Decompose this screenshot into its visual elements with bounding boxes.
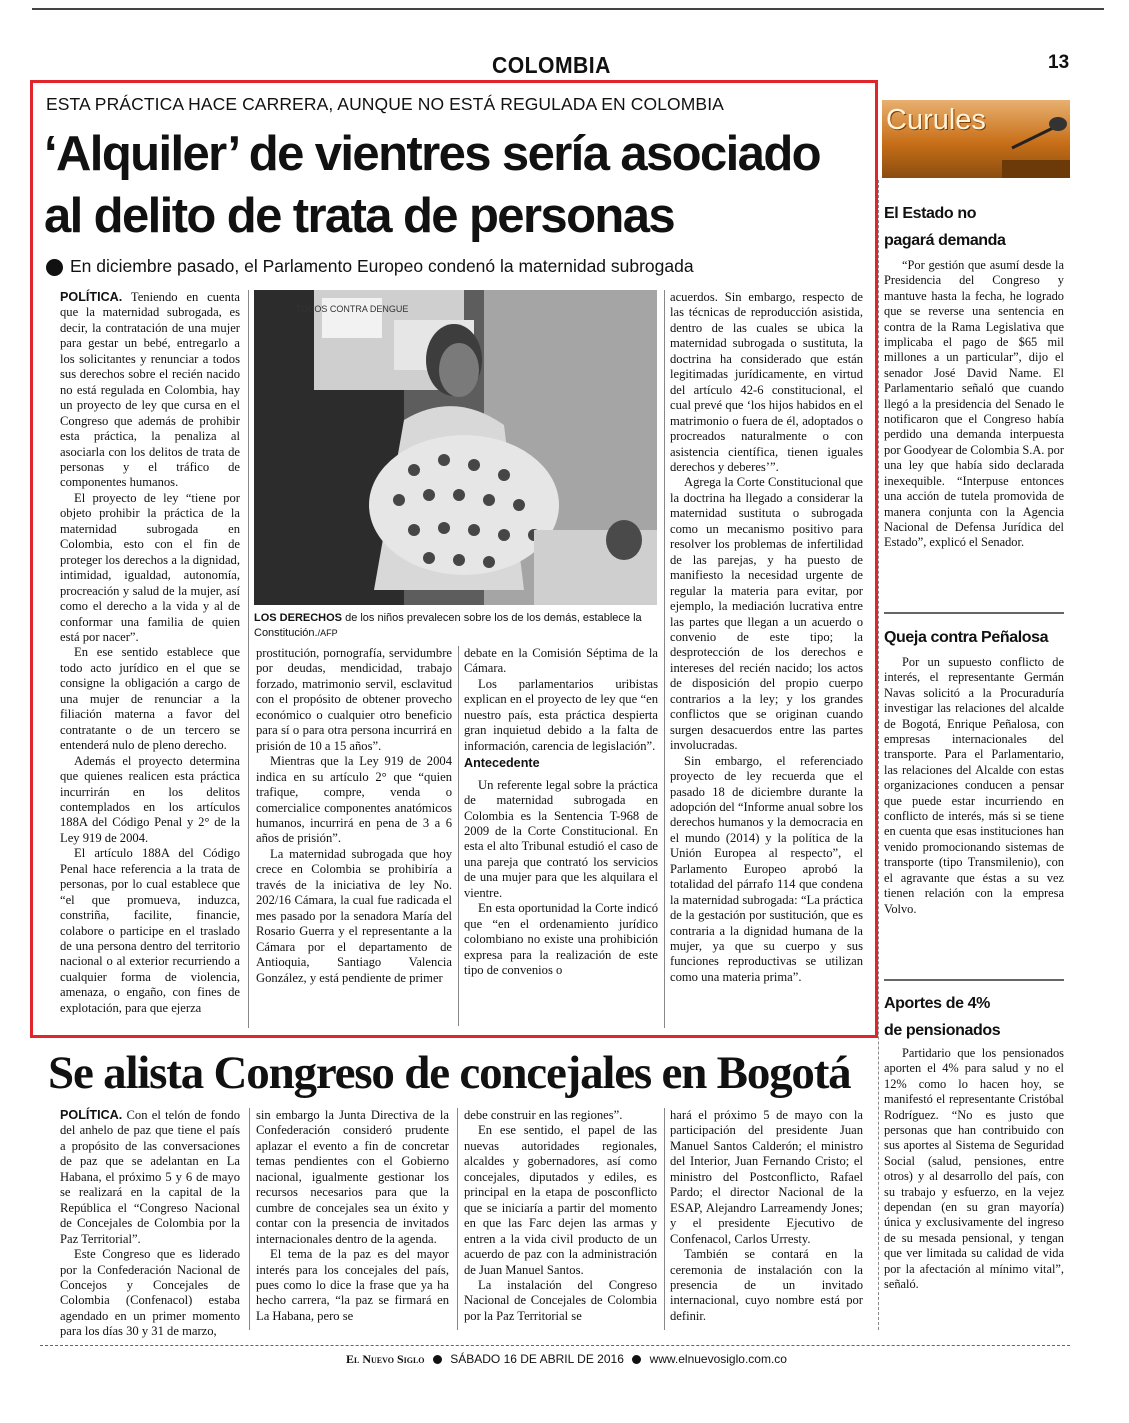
paragraph: Sin embargo, el referenciado proyecto de ley recuerda que el pasado 18 de diciembre durante la adopción del “Informe anual sobre los derechos humanos y la democracia en el mundo (2014) y la política de la Unión Europea al respecto”, el Parlamento Europeo aprobó la totalidad del párrafo 114 que condena la maternidad subrogada: “La práctica de la gestación por sustitución, que es contraria a la dignidad humana de la mujer, ya que su cuerpo y sus funciones reproductivas se utilizan como una materia prima”.: [670, 753, 863, 984]
paragraph: También se contará en la ceremonia de instalación con la presencia de un invitado internacional, cuyo nombre está por definir.: [670, 1247, 863, 1323]
page-number: 13: [1048, 52, 1070, 73]
paragraph: En ese sentido, el papel de las nuevas autoridades regionales, alcaldes y gobernadores, así como concejales, diputados y ediles, es principal en la etapa de posconflicto que se iniciaría a partir del momento en que las Farc dejen las armas y entren a la vida civil producto de un acuerdo de paz con la administración de Juan Manuel Santos.: [464, 1123, 657, 1277]
article-headline-line1: ‘Alquiler’ de vientres sería asociado: [44, 127, 820, 181]
footer-bullet-icon: [433, 1355, 442, 1364]
subhead: Antecedente: [464, 756, 540, 771]
paragraph: Este Congreso que es liderado por la Confederación Nacional de Concejos y Concejales de Colombia (Confenacol) estaba agendado en un primer momento para los días 30 y 31 de marzo,: [60, 1247, 240, 1339]
article-kicker: ESTA PRÁCTICA HACE CARRERA, AUNQUE NO ESTÁ REGULADA EN COLOMBIA: [46, 94, 724, 114]
paragraph: hará el próximo 5 de mayo con la participación del presidente Juan Manuel Santos Calderón; el ministro del Interior, Juan Fernando Cristo; el ministro del Postconflicto, Rafael Pardo; el director Nacional de la ESAP, Alejandro Larreamendy Jones; y el presidente Ejecutivo de Confenacol, Carlos Urresty.: [670, 1108, 863, 1246]
poster-text: TODOS CONTRA DENGUE: [295, 304, 409, 314]
paragraph: La instalación del Congreso Nacional de Concejales de Colombia por la Paz Territorial se: [464, 1277, 657, 1323]
sidebar-item-body: Partidario que los pensionados aporten el 4% para salud y no el 12% como lo hacen hoy, se manifestó el representante Cristóbal Rodríguez. “No es justo que personas que han contribuido con sus aportes al Sistema de Seguridad Social (salud, pensiones, entre otros) y al desarrollo del país, con su trabajo y esfuerzo, en la vejez dependan (en su gran mayoría) única y exclusivamente del ingreso de su mesada pensional, y tengan que ver limitada su calidad de vida por la afectación al mínimo vital”, señaló.: [884, 1046, 1064, 1292]
paragraph: debe construir en las regiones”.: [464, 1108, 623, 1122]
article-headline-line2: al delito de trata de personas: [44, 189, 675, 243]
article1-column2: [256, 646, 452, 1026]
article2-column3: [464, 1108, 657, 1330]
footer-date: SÁBADO 16 DE ABRIL DE 2016: [450, 1352, 624, 1366]
sidebar-item-title: pagará demanda: [884, 232, 1006, 249]
paragraph: En esta oportunidad la Corte indicó que “en el ordenamiento jurídico colombiano no existe una prohibición expresa para la realización de este tipo de convenios o: [464, 901, 658, 978]
section-title: COLOMBIA: [492, 52, 611, 78]
article2-column4: [670, 1108, 863, 1330]
article1-column3: [464, 646, 658, 1026]
paragraph: Los parlamentarios uribistas explican en el proyecto de ley que “en nuestro país, esta práctica despierta gran inquietud debido a la falta de información, carencia de legislación”.: [464, 676, 658, 753]
column-divider: [249, 1108, 250, 1330]
paragraph: La maternidad subrogada que hoy crece en Colombia se prohibiría a través de la iniciativa de ley No. 202/16 Cámara, la cual fue radicada el mes pasado por la senadora María del Rosario Guerra y el representante a la Cámara por el departamento de Antioquia, Santiago Valencia González, y está pendiente de primer: [256, 846, 452, 985]
column-divider: [457, 1108, 458, 1330]
article1-column4: [670, 290, 863, 1028]
bullet-icon: [46, 259, 63, 276]
column-divider: [664, 290, 665, 1028]
paragraph: El tema de la paz es del mayor interés para los concejales del país, pues como lo dice la frase que ya ha hecho carrera, “la paz se firmará en La Habana, pero se: [256, 1247, 449, 1323]
sidebar-item-title: Queja contra Peñalosa: [884, 629, 1049, 646]
sidebar-divider: [878, 180, 879, 1330]
footer-website[interactable]: www.elnuevosiglo.com.co: [649, 1352, 787, 1366]
paragraph: Además el proyecto determina que quienes realicen esta práctica incurrirán en los delitos contemplados en los artículos 188A del Código Penal y 2° de la Ley 919 de 2004.: [60, 753, 240, 845]
article2-column1: POLÍTICA. Con el telón de fondo del anhelo de paz que tiene el país a propósito de las conversaciones de paz que se adelantan en La Habana, el próximo 5 y 6 de mayo se realizará en la capital de la República el “Congreso Nacional de Concejales de Colombia por la Paz Territorial”. Este Congreso que es liderado por la Confederación Nacional de Concejos y Concejales de Colombia (Confenacol) estaba agendado en un primer momento para los días 30 y 31 de marzo,: [60, 1108, 240, 1339]
paragraph: debate en la Comisión Séptima de la Cámara.: [464, 646, 658, 676]
photo-credit: /AFP: [317, 628, 338, 638]
column-divider: [248, 290, 249, 1028]
sidebar-rule: [884, 612, 1064, 614]
dateline: POLÍTICA.: [60, 290, 123, 304]
footer-bullet-icon: [632, 1355, 641, 1364]
paragraph: Mientras que la Ley 919 de 2004 indica en su artículo 2° que “quien trafique, compre, venda o comercialice componentes anatómicos humanos, incurrirá en pena de 3 a 6 años de prisión”.: [256, 754, 452, 846]
paragraph: El proyecto de ley “tiene por objeto prohibir la práctica de la maternidad subrogada en Colombia, esto con el fin de proteger los derechos a la dignidad, intimidad, igualdad, autonomía, procreación y salud de la mujer, así como el derecho a la vida y al de conformar una familia de quien está por nacer”.: [60, 490, 240, 644]
caption-lead: LOS DERECHOS: [254, 612, 343, 624]
dateline: POLÍTICA.: [60, 1108, 123, 1122]
top-rule: [32, 8, 1104, 10]
article2-column2: [256, 1108, 449, 1330]
sidebar-item-body: “Por gestión que asumí desde la Presidencia del Congreso y mantuve hasta la fecha, he logrado que se reverse una sentencia en contra de la Rama Legislativa que implicaba el pago de $65 mil millones a un particular”, dijo el senador José David Name. El Parlamentario señaló que cuando llegó a la presidencia del Senado le notificaron que el Congreso había perdido una demanda interpuesta por Goodyear de Colombia S.A. por una ley que había sido declarada inexequible. “Interpuse entonces una acción de tutela promovida de manera conjunta con la Agencia Nacional de Defensa Jurídica del Estado”, explicó el Senador.: [884, 258, 1064, 550]
sidebar-item-2: [884, 624, 1064, 917]
paragraph: En ese sentido establece que todo acto jurídico en el que se consigne la obligación a cargo de una mujer de renunciar a la filiación materna a favor del contratante o de un tercero se entenderá nulo de pleno derecho.: [60, 645, 240, 753]
article-deck: En diciembre pasado, el Parlamento Europeo condenó la maternidad subrogada: [70, 256, 694, 276]
sidebar-item-body: Por un supuesto conflicto de interés, el representante Germán Navas solicitó a la Procuraduría investigar las relaciones del alcalde de Bogotá, Enrique Peñalosa, con empresas internacionales del transporte. Para el Parlamentario, las relaciones del Alcalde con estas organizaciones conducen a pensar que puede estar incurriendo en conflicto de interés, más si se tiene en cuenta que esas instituciones han venido promocionando sistemas de transporte (tipo Transmilenio), con el agravante que éstas a su vez tienen relación con la empresa Volvo.: [884, 655, 1064, 916]
paragraph: El artículo 188A del Código Penal hace referencia a la trata de personas, por lo cual establece que “el que promueva, induzca, constriña, facilite, financie, colabore o participe en el traslado de una persona dentro del territorio nacional o al exterior recurriendo a cualquier forma de violencia, amenaza, o engaño, con fines de explotación, para que ejerza: [60, 846, 240, 1015]
photo-illustration: [254, 290, 657, 605]
column-divider: [458, 646, 459, 1026]
sidebar-item-1: [884, 200, 1064, 551]
paragraph: prostitución, pornografía, servidumbre por deudas, mendicidad, trabajo forzado, matrimonio servil, esclavitud con el propósito de obtener provecho económico o cualquier otro beneficio para sí o para otra persona incurrirá en prisión de 10 a 15 años”.: [256, 646, 452, 753]
photo-caption: LOS DERECHOS de los niños prevalecen sobre los de los demás, establece la Constitución./AFP: [254, 612, 642, 639]
article1-column1: POLÍTICA. Teniendo en cuenta que la maternidad subrogada, es decir, la contratación de una mujer para gestar un bebé, entregarlo a los solicitantes y renunciar a todos sus derechos sobre el recién nacido no está regulada en Colombia, hay un proyecto de ley que cursa en el Congreso que además de prohibir esta práctica, la penaliza al asociarla con los delitos de trata de personas y el tráfico de componentes humanos. El proyecto de ley “tiene por objeto prohibir la práctica de la maternidad subrogada en Colombia, esto con el fin de proteger los derechos a la dignidad, intimidad, igualdad, autonomía, procreación y salud de la mujer, así como el derecho a la vida y al de conformar una familia de quien está por nacer”. En ese sentido establece que todo acto jurídico en el que se consigne la obligación a cargo de una mujer de renunciar a la filiación materna a favor del contratante o de un tercero se entenderá nulo de pleno derecho. Además el proyecto determina que quienes realicen esta práctica incurrirán en los delitos contemplados en los artículos 188A del Código Penal y 2° de la Ley 919 de 2004. El artículo 188A del Código Penal hace referencia a la trata de personas, por lo cual establece que “el que promueva, induzca, constriña, facilite, financie, colabore o participe en el traslado de una persona dentro del territorio nacional o al exterior recurriendo a cualquier forma de violencia, amenaza, o engaño, con fines de explotación, para que ejerza: [60, 290, 240, 1015]
paragraph: Agrega la Corte Constitucional que la doctrina ha llegado a considerar la maternidad sustituta o subrogada como un mecanismo positivo para resolver los problemas de infertilidad de las parejas, y ha puesto de manifiesto la necesidad urgente de regular la materia para evitar, por ejemplo, la mediación lucrativa entre las partes que llegan a un acuerdo o convenio de este tipo; la desprotección de los derechos e intereses del recién nacido; los actos de disposición del propio cuerpo contrarios a la ley; y los grandes conflictos que se originan cuando surgen desacuerdos entre las partes involucradas.: [670, 475, 863, 753]
microphone-icon: [1002, 108, 1070, 178]
banner-title: Curules: [886, 104, 986, 136]
article-photo: [254, 290, 657, 605]
curules-banner: [882, 100, 1070, 178]
sidebar-rule: [884, 979, 1064, 981]
footer: [346, 1352, 787, 1372]
paragraph: acuerdos. Sin embargo, respecto de las técnicas de reproducción asistida, dentro de las cuales se ubica la maternidad subrogada o sustituta, la doctrina ha considerado que están legitimadas jurídicamente, en virtud del artículo 42-6 constitucional, el cual prevé que ‘los hijos habidos en el matrimonio o fuera de él, adoptados o procreados naturalmente o con asistencia científica, tienen iguales derechos y deberes’”.: [670, 290, 863, 474]
paragraph: Un referente legal sobre la práctica de maternidad subrogada en Colombia es la Sentencia T-968 de 2009 de la Corte Constitucional. En esta el alto Tribunal estudió el caso de una pareja que contrató los servicios de una mujer para que les alquilara el vientre.: [464, 777, 658, 900]
sidebar-item-title: Aportes de 4%: [884, 995, 990, 1012]
footer-rule: [40, 1345, 1070, 1346]
article2-headline: Se alista Congreso de concejales en Bogotá: [48, 1047, 851, 1099]
footer-masthead: El Nuevo Siglo: [346, 1352, 425, 1366]
sidebar-item-3: [884, 990, 1064, 1293]
paragraph: sin embargo la Junta Directiva de la Confederación consideró prudente aplazar el evento a fin de concretar temas pendientes con el Gobierno nacional, igualmente gestionar los recursos necesarios para que la cumbre de concejales sea un éxito y contar con la presencia de invitados internacionales dentro de la agenda.: [256, 1108, 449, 1246]
sidebar-item-title: El Estado no: [884, 205, 977, 222]
column-divider: [664, 1108, 665, 1330]
sidebar-item-title: de pensionados: [884, 1022, 1001, 1039]
